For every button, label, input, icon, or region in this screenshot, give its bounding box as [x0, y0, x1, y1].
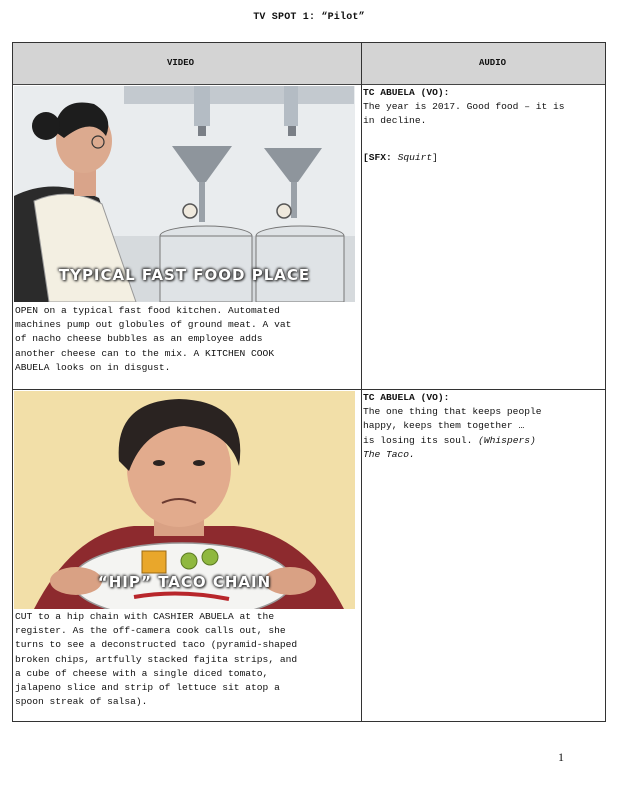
sfx-close: ]: [432, 151, 438, 163]
sfx-label: [SFX:: [363, 151, 392, 163]
audio-column-header: AUDIO: [479, 58, 507, 68]
script-table: [12, 42, 606, 722]
audio-block: [363, 86, 603, 165]
dialogue-line: [363, 434, 603, 448]
video-description: CUT to a hip chain with CASHIER ABUELA at the register. As the off-camera cook calls out, she turns to see a deconstructed taco (pyramid-shaped broken chips, artfully stacked fajita strips, and a cube of cheese with a single diced tomato, jalapeno slice and strip of lettuce sit atop a spoon streak of salsa).: [15, 611, 298, 708]
storyboard-panel-taco-chain: [14, 391, 355, 609]
sfx-text: Squirt: [397, 151, 433, 163]
column-divider: [361, 43, 362, 721]
audio-block: [363, 391, 603, 462]
speaker-label: TC ABUELA (VO):: [363, 392, 450, 403]
dialogue-line: The year is 2017. Good food – it is: [363, 101, 565, 113]
dialogue-text: is losing its soul.: [363, 434, 473, 446]
video-description: OPEN on a typical fast food kitchen. Automated machines pump out globules of ground meat. A vat of nacho cheese bubbles as an employee adds another cheese can to the mix. A KITCHEN COOK ABUELA looks on in disgust.: [15, 305, 292, 373]
speaker-label: TC ABUELA (VO):: [363, 87, 450, 98]
row-divider: [13, 389, 605, 390]
storyboard-panel-kitchen: [14, 86, 355, 302]
dialogue-line: in decline.: [363, 115, 427, 127]
sfx-cue: [363, 151, 603, 165]
stage-direction: (Whispers): [478, 434, 536, 446]
dialogue-line: happy, keeps them together …: [363, 420, 525, 432]
table-header: [13, 43, 605, 85]
dialogue-line: The Taco.: [363, 448, 415, 460]
dialogue-line: The one thing that keeps people: [363, 406, 542, 418]
video-column-header: VIDEO: [167, 58, 195, 68]
document-title: TV SPOT 1: “Pilot”: [253, 12, 365, 23]
page-number: 1: [558, 750, 564, 764]
panel-caption: TYPICAL FAST FOOD PLACE: [58, 266, 311, 284]
panel-caption: “HIP” TACO CHAIN: [97, 573, 272, 591]
